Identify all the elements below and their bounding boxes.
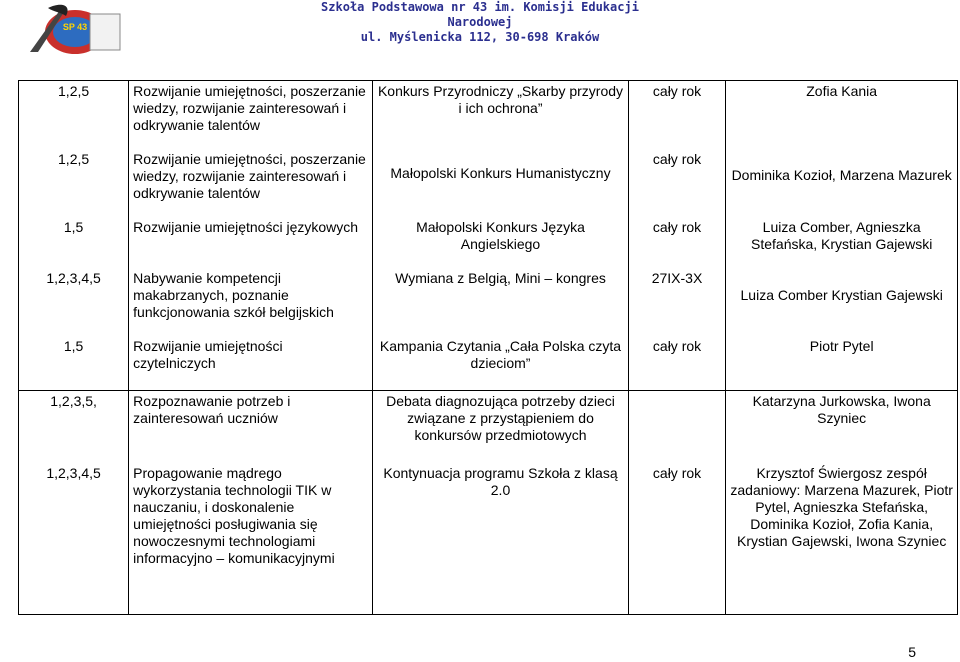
goals-description-cell (129, 391, 373, 615)
activity-name: Debata diagnozująca potrzeby dzieci związane z przystąpieniem do konkursów przedmiotowych (386, 393, 615, 443)
activity-name: Małopolski Konkurs Języka Angielskiego (416, 219, 585, 252)
school-name-line2: Narodowej (447, 15, 513, 29)
activities-table (18, 80, 958, 615)
school-address (300, 0, 660, 45)
goal-description: Rozwijanie umiejętności, poszerzanie wiedzy, rozwijanie zainteresowań i odkrywanie talentów (133, 151, 366, 201)
goal-description: Rozwijanie umiejętności, poszerzanie wiedzy, rozwijanie zainteresowań i odkrywanie talentów (133, 83, 366, 133)
activity-name: Wymiana z Belgią, Mini – kongres (395, 270, 606, 286)
dates-cell (628, 81, 726, 391)
page-number: 5 (908, 644, 916, 660)
goal-description: Propagowanie mądrego wykorzystania technologii TIK w nauczaniu, i doskonalenie umiejętności posługiwania się nowoczesnymi technologiami informacyjno – komunikacyjnymi (133, 465, 335, 566)
goal-description: Rozpoznawanie potrzeb i zainteresowań uczniów (133, 393, 291, 426)
table-row (19, 391, 958, 615)
responsible-person: Luiza Comber, Agnieszka Stefańska, Krystian Gajewski (751, 219, 933, 252)
goal-number: 1,2,5 (58, 83, 90, 99)
responsible-person: Zofia Kania (806, 83, 878, 99)
goals-numbers-cell (19, 391, 129, 615)
table-row (19, 81, 958, 391)
dates-cell (628, 391, 726, 615)
school-name-line1: Szkoła Podstawowa nr 43 im. Komisji Edukacji (321, 0, 639, 14)
school-address-line: ul. Myślenicka 112, 30-698 Kraków (360, 30, 600, 44)
activity-date: cały rok (652, 151, 702, 167)
responsible-person: Krzysztof Świergosz zespół zadaniowy: Marzena Mazurek, Piotr Pytel, Agnieszka Stefańska, Dominika Kozioł, Zofia Kania, Krystian Gajewski, Iwona Szyniec (730, 465, 953, 549)
activity-name: Kampania Czytania „Cała Polska czyta dzieciom” (379, 338, 622, 371)
goal-number: 1,5 (63, 219, 84, 235)
responsible-cell (726, 391, 958, 615)
activity-date: cały rok (652, 83, 702, 99)
goal-description: Nabywanie kompetencji makabrzanych, poznanie funkcjonowania szkół belgijskich (133, 270, 334, 320)
activities-cell (373, 391, 628, 615)
responsible-person: Katarzyna Jurkowska, Iwona Szyniec (752, 393, 931, 426)
goals-numbers-cell (19, 81, 129, 391)
goals-description-cell (129, 81, 373, 391)
activity-date: cały rok (652, 338, 702, 354)
goal-number: 1,2,5 (58, 151, 90, 167)
goal-description: Rozwijanie umiejętności językowych (133, 219, 359, 235)
activities-cell (373, 81, 628, 391)
responsible-cell (726, 81, 958, 391)
goal-number: 1,2,3,5, (50, 393, 97, 409)
activity-date: cały rok (652, 465, 702, 481)
school-logo-icon (20, 2, 130, 56)
activity-name: Kontynuacja programu Szkoła z klasą 2.0 (383, 465, 618, 498)
goal-number: 1,5 (63, 338, 84, 354)
responsible-person: Dominika Kozioł, Marzena Mazurek (731, 167, 952, 183)
goal-number: 1,2,3,4,5 (46, 465, 101, 481)
responsible-person: Piotr Pytel (809, 338, 874, 354)
activity-name: Konkurs Przyrodniczy „Skarby przyrody i ich ochrona” (377, 83, 624, 116)
goal-description: Rozwijanie umiejętności czytelniczych (133, 338, 283, 371)
activity-name: Małopolski Konkurs Humanistyczny (390, 165, 611, 181)
activity-date: cały rok (652, 219, 702, 235)
activity-date: 27IX-3X (651, 270, 703, 286)
goal-number: 1,2,3,4,5 (46, 270, 101, 286)
activity-date (633, 393, 722, 465)
page-header (0, 0, 960, 62)
svg-text:SP 43: SP 43 (62, 22, 88, 32)
responsible-person: Luiza Comber Krystian Gajewski (740, 287, 943, 303)
